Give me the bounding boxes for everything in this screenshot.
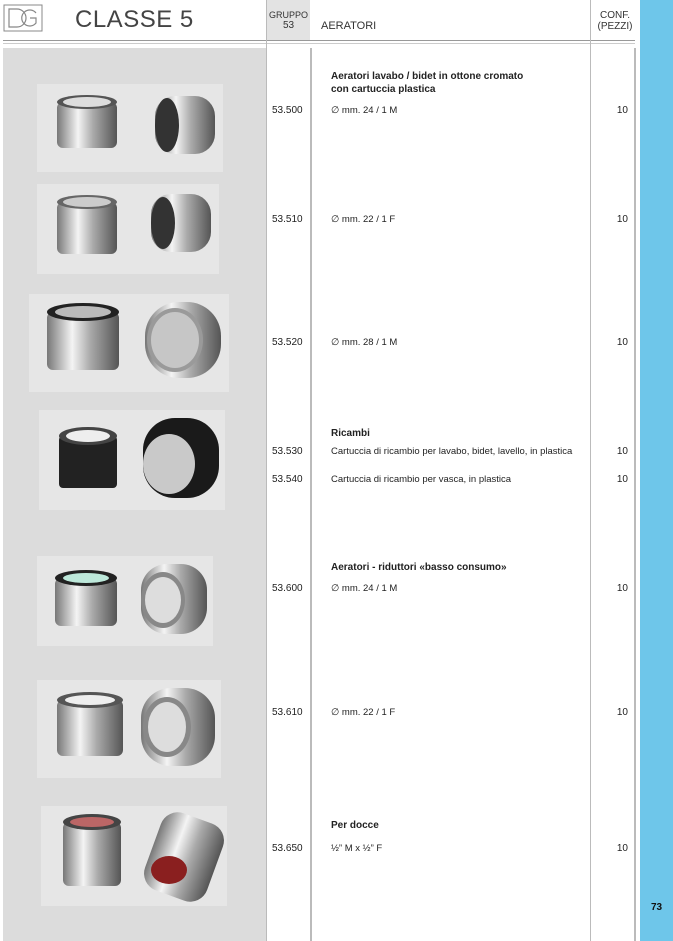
product-photo-53600 (37, 556, 213, 646)
conf-header (592, 10, 638, 32)
product-photo-53510 (37, 184, 219, 274)
product-description: ∅ mm. 22 / 1 F (331, 214, 396, 225)
product-description: ½” M x ½” F (331, 843, 383, 854)
section-title: Per docce (331, 820, 379, 831)
product-photo-53520 (29, 294, 229, 392)
product-description: ∅ mm. 24 / 1 M (331, 105, 398, 116)
product-description: Cartuccia di ricambio per lavabo, bidet, lavello, in plastica (331, 446, 573, 457)
page-number: 73 (650, 902, 663, 913)
product-photo-53500 (37, 84, 223, 172)
product-photo-53530 (39, 410, 225, 510)
header-rule-secondary (3, 43, 635, 44)
product-description: Cartuccia di ricambio per vasca, in plastica (331, 474, 512, 485)
group-label: GRUPPO (268, 10, 308, 20)
aerator-image (37, 184, 219, 274)
header-rule (3, 40, 635, 41)
group-box (267, 0, 310, 40)
column-divider-qty (590, 0, 591, 941)
page-title: CLASSE 5 (75, 6, 194, 33)
pack-quantity: 10 (616, 474, 628, 485)
cartridge-image (39, 410, 225, 510)
brand-logo-icon (3, 4, 43, 32)
group-number: 53 (282, 20, 295, 31)
product-photo-53610 (37, 680, 221, 778)
section-title-line: con cartuccia plastica (331, 84, 436, 95)
aerator-image (37, 680, 221, 778)
column-divider-codes (310, 48, 312, 941)
conf-unit-label: (PEZZI) (597, 21, 633, 32)
pack-quantity: 10 (616, 214, 628, 225)
pack-quantity: 10 (616, 337, 628, 348)
section-title-line: Aeratori lavabo / bidet in ottone cromato (331, 71, 524, 82)
shower-adapter-image (41, 806, 227, 906)
product-code: 53.540 (272, 474, 303, 485)
product-code: 53.500 (272, 105, 303, 116)
category-title: AERATORI (321, 20, 377, 32)
aerator-image (29, 294, 229, 392)
product-code: 53.600 (272, 583, 303, 594)
section-title: Ricambi (331, 428, 370, 439)
pack-quantity: 10 (616, 583, 628, 594)
product-photo-53650 (41, 806, 227, 906)
pack-quantity: 10 (616, 707, 628, 718)
section-title (331, 70, 523, 96)
pack-quantity: 10 (616, 843, 628, 854)
product-code: 53.650 (272, 843, 303, 854)
product-code: 53.530 (272, 446, 303, 457)
pack-quantity: 10 (616, 446, 628, 457)
aerator-image (37, 556, 213, 646)
aerator-image (37, 84, 223, 172)
conf-label: CONF. (600, 10, 630, 21)
product-description: ∅ mm. 28 / 1 M (331, 337, 398, 348)
product-description: ∅ mm. 24 / 1 M (331, 583, 398, 594)
pack-quantity: 10 (616, 105, 628, 116)
product-description: ∅ mm. 22 / 1 F (331, 707, 396, 718)
product-code: 53.520 (272, 337, 303, 348)
product-code: 53.510 (272, 214, 303, 225)
side-accent-bar (640, 0, 673, 941)
product-photo-column (3, 48, 266, 941)
section-title: Aeratori - riduttori «basso consumo» (331, 562, 507, 573)
product-code: 53.610 (272, 707, 303, 718)
column-divider-photos (266, 0, 267, 941)
column-divider-end (634, 48, 636, 941)
